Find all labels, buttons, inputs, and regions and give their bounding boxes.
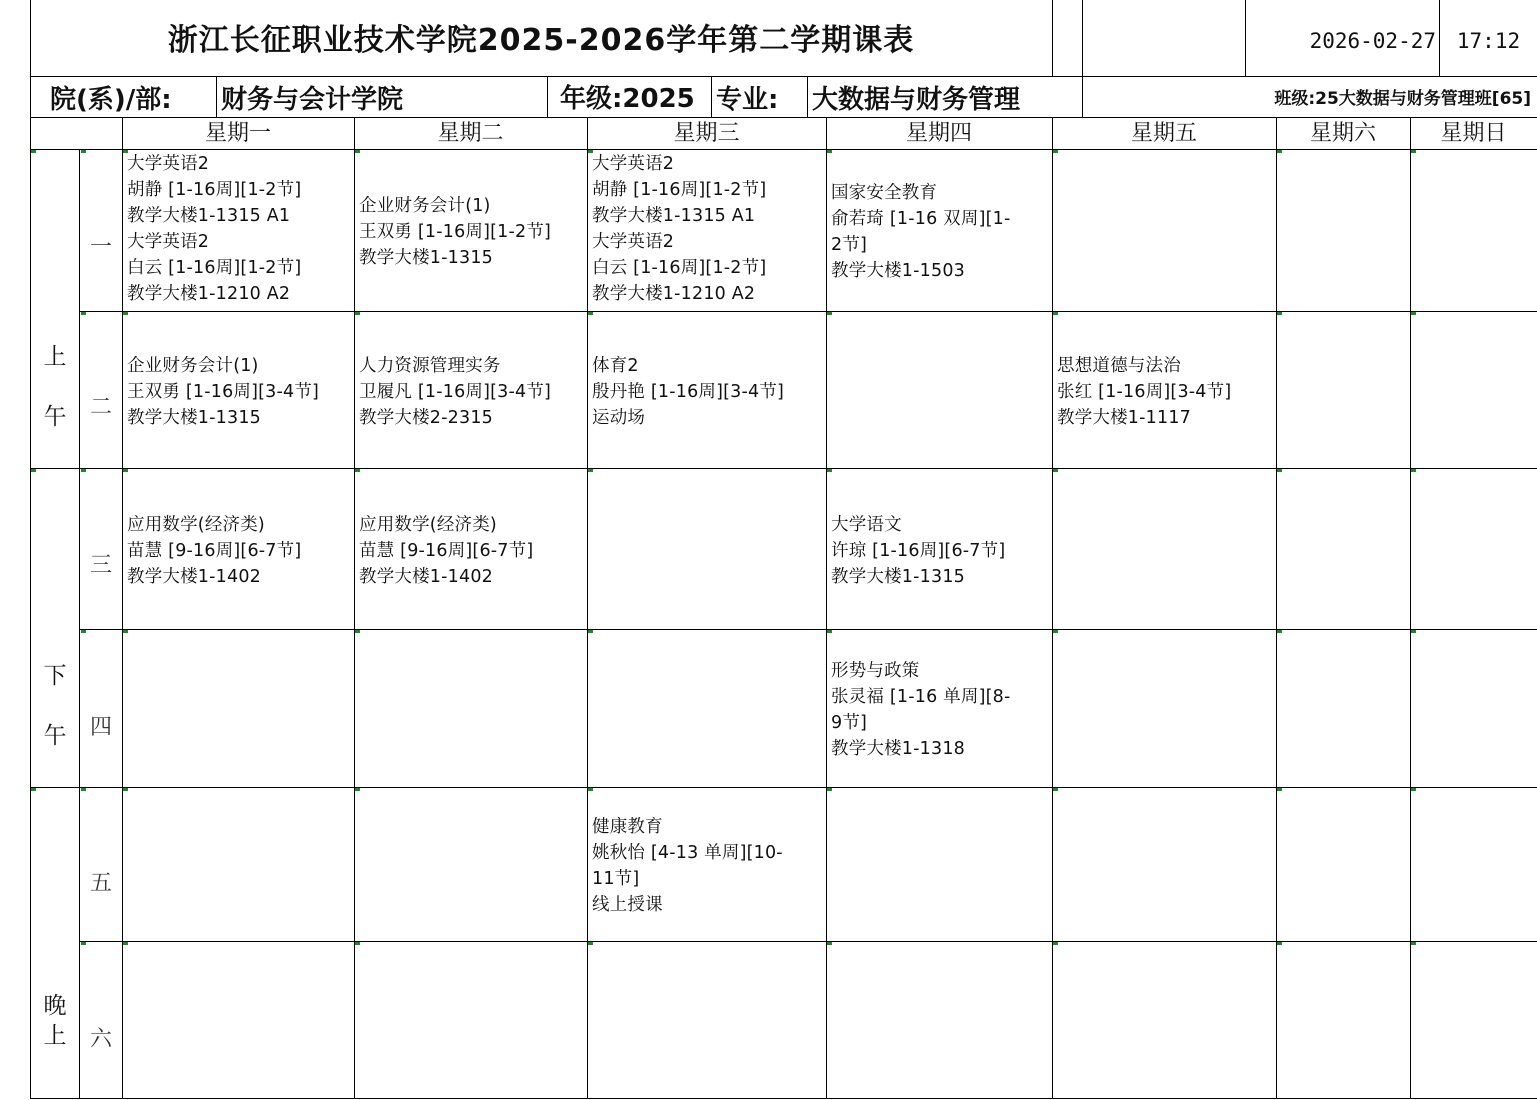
afternoon-label-2: 午	[43, 723, 67, 749]
morning-label-1: 上	[43, 344, 67, 370]
course-cell-p2-tue: 人力资源管理实务 卫履凡 [1-16周][3-4节] 教学大楼2-2315	[359, 356, 552, 428]
day-header-fri: 星期五	[1130, 121, 1197, 146]
course-cell-p4-thu: 形势与政策 张灵福 [1-16 单周][8- 9节] 教学大楼1-1318	[831, 661, 1011, 759]
course-cell-p3-thu: 大学语文 许琼 [1-16周][6-7节] 教学大楼1-1315	[831, 515, 1006, 587]
course-cell-p2-mon: 企业财务会计(1) 王双勇 [1-16周][3-4节] 教学大楼1-1315	[127, 356, 320, 428]
period-label-1: 一	[89, 235, 112, 260]
grade-label: 年级:2025	[560, 84, 695, 114]
day-header-sun: 星期日	[1440, 121, 1507, 146]
day-header-thu: 星期四	[905, 121, 972, 146]
day-header-wed: 星期三	[673, 121, 740, 146]
dept-label: 院(系)/部:	[50, 85, 172, 115]
course-cell-p1-mon: 大学英语2 胡静 [1-16周][1-2节] 教学大楼1-1315 A1 大学英语2 白云 [1-16周][1-2节] 教学大楼1-1210 A2	[127, 154, 302, 304]
morning-label-2: 午	[43, 404, 67, 430]
day-header-sat: 星期六	[1309, 121, 1376, 146]
period-label-4: 四	[89, 715, 112, 740]
class-label: 班级:25大数据与财务管理班[65]	[1274, 89, 1531, 109]
print-time: 17:12	[1456, 29, 1521, 53]
afternoon-label-1: 下	[43, 663, 67, 689]
page-title: 浙江长征职业技术学院2025-2026学年第二学期课表	[167, 23, 915, 58]
course-cell-p3-mon: 应用数学(经济类) 苗慧 [9-16周][6-7节] 教学大楼1-1402	[127, 515, 302, 587]
course-cell-p3-tue: 应用数学(经济类) 苗慧 [9-16周][6-7节] 教学大楼1-1402	[359, 515, 534, 587]
period-label-2: 二	[89, 395, 112, 420]
day-header-tue: 星期二	[437, 121, 504, 146]
major-label: 专业:	[716, 85, 779, 115]
major-value: 大数据与财务管理	[812, 85, 1021, 115]
course-cell-p2-wed: 体育2 殷丹艳 [1-16周][3-4节] 运动场	[592, 356, 785, 428]
period-label-6: 六	[89, 1027, 112, 1052]
course-cell-p5-wed: 健康教育 姚秋怡 [4-13 单周][10- 11节] 线上授课	[592, 817, 783, 915]
evening-label-1: 晚	[43, 993, 67, 1019]
period-label-3: 三	[89, 553, 112, 578]
dept-value: 财务与会计学院	[221, 85, 404, 115]
course-cell-p1-tue: 企业财务会计(1) 王双勇 [1-16周][1-2节] 教学大楼1-1315	[359, 196, 552, 268]
period-label-5: 五	[89, 871, 112, 896]
evening-label-2: 上	[43, 1023, 67, 1049]
course-cell-p1-wed: 大学英语2 胡静 [1-16周][1-2节] 教学大楼1-1315 A1 大学英语2 白云 [1-16周][1-2节] 教学大楼1-1210 A2	[592, 154, 767, 304]
course-cell-p1-thu: 国家安全教育 俞若琦 [1-16 双周][1- 2节] 教学大楼1-1503	[831, 183, 1011, 281]
day-header-mon: 星期一	[204, 121, 271, 146]
print-date: 2026-02-27	[1309, 29, 1436, 53]
course-cell-p2-fri: 思想道德与法治 张红 [1-16周][3-4节] 教学大楼1-1117	[1057, 356, 1232, 428]
